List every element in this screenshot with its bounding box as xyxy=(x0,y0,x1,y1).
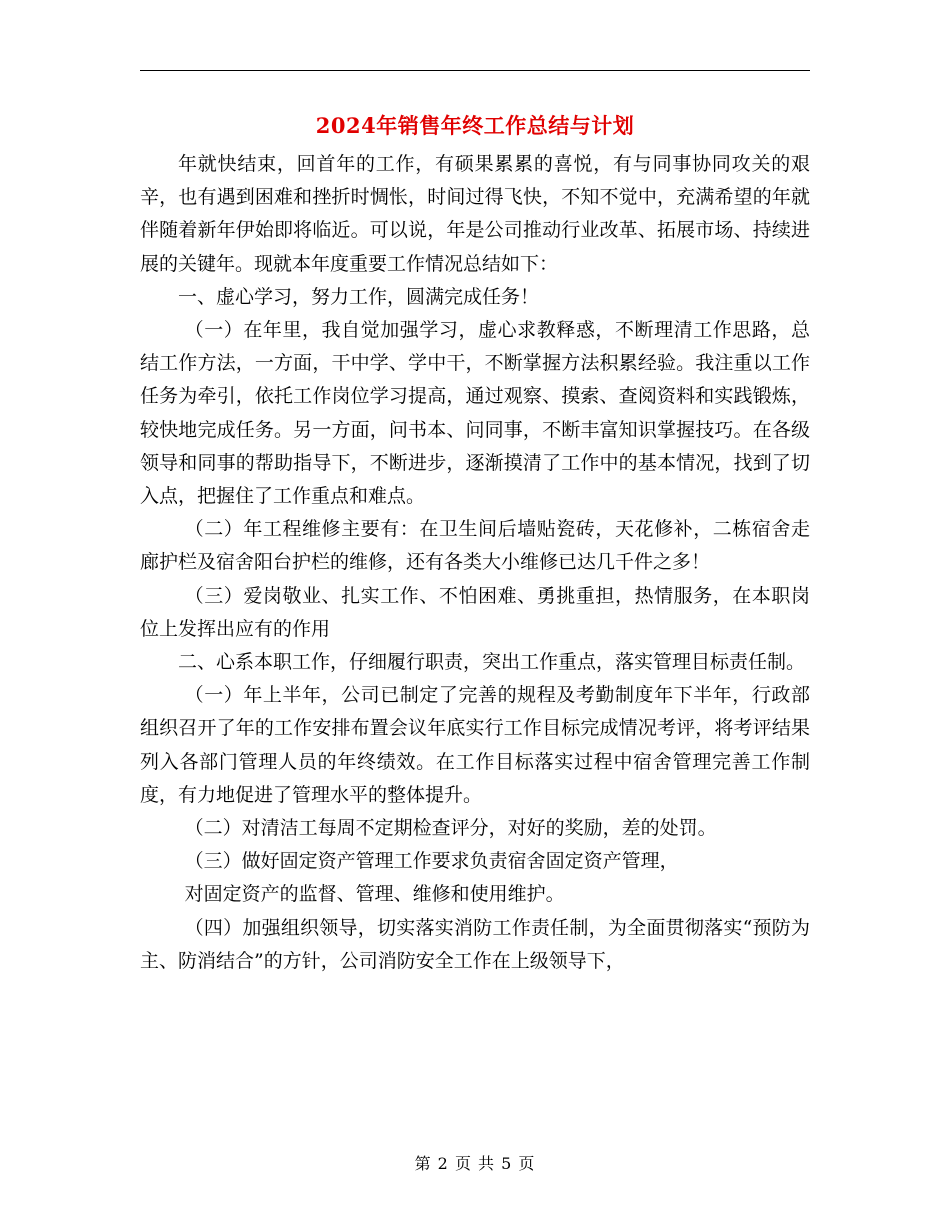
intro-paragraph: 年就快结束，回首年的工作，有硕果累累的喜悦，有与同事协同攻关的艰辛，也有遇到困难和挫折时惆怅，时间过得飞快，不知不觉中，充满希望的年就伴随着新年伊始即将临近。可以说，年是公司推动行业改革、拓展市场、持续进展的关键年。现就本年度重要工作情况总结如下： xyxy=(140,153,810,275)
header-rule xyxy=(140,70,810,71)
section-2-item-3: （三）做好固定资产管理工作要求负责宿舍固定资产管理， xyxy=(184,850,679,873)
section-1-item-2: （二）年工程维修主要有：在卫生间后墙贴瓷砖，天花修补，二栋宿舍走廊护栏及宿舍阳台护栏的维修，还有各类大小维修已达几千件之多！ xyxy=(140,518,810,574)
document-body xyxy=(140,148,810,978)
section-heading-1: 一、虚心学习，努力工作，圆满完成任务！ xyxy=(178,285,540,308)
section-1-item-1: （一）在年里，我自觉加强学习，虚心求教释惑，不断理清工作思路，总结工作方法，一方面，干中学、学中干，不断掌握方法积累经验。我注重以工作任务为牵引，依托工作岗位学习提高，通过观察、摸索、查阅资料和实践锻炼，较快地完成任务。另一方面，问书本、问同事，不断丰富知识掌握技巧。在各级领导和同事的帮助指导下，不断进步，逐渐摸清了工作中的基本情况，找到了切入点，把握住了工作重点和难点。 xyxy=(140,319,810,508)
section-1-item-3: （三）爱岗敬业、扎实工作、不怕困难、勇挑重担，热情服务，在本职岗位上发挥出应有的作用 xyxy=(140,584,810,640)
section-heading-2: 二、心系本职工作，仔细履行职责，突出工作重点，落实管理目标责任制。 xyxy=(178,651,806,674)
page-footer: 第 2 页 共 5 页 xyxy=(414,1154,536,1173)
document-title: 2024年销售年终工作总结与计划 xyxy=(315,113,635,138)
section-2-item-3-continuation: 对固定资产的监督、管理、维修和使用维护。 xyxy=(184,883,565,906)
section-2-item-1: （一）年上半年，公司已制定了完善的规程及考勤制度年下半年，行政部组织召开了年的工作安排布置会议年底实行工作目标完成情况考评，将考评结果列入各部门管理人员的年终绩效。在工作目标落实过程中宿舍管理完善工作制度，有力地促进了管理水平的整体提升。 xyxy=(140,684,810,806)
section-2-item-2: （二）对清洁工每周不定期检查评分，对好的奖励，差的处罚。 xyxy=(184,817,717,840)
section-2-item-4: （四）加强组织领导，切实落实消防工作责任制，为全面贯彻落实“预防为主、防消结合”的方针，公司消防安全工作在上级领导下， xyxy=(140,916,810,972)
